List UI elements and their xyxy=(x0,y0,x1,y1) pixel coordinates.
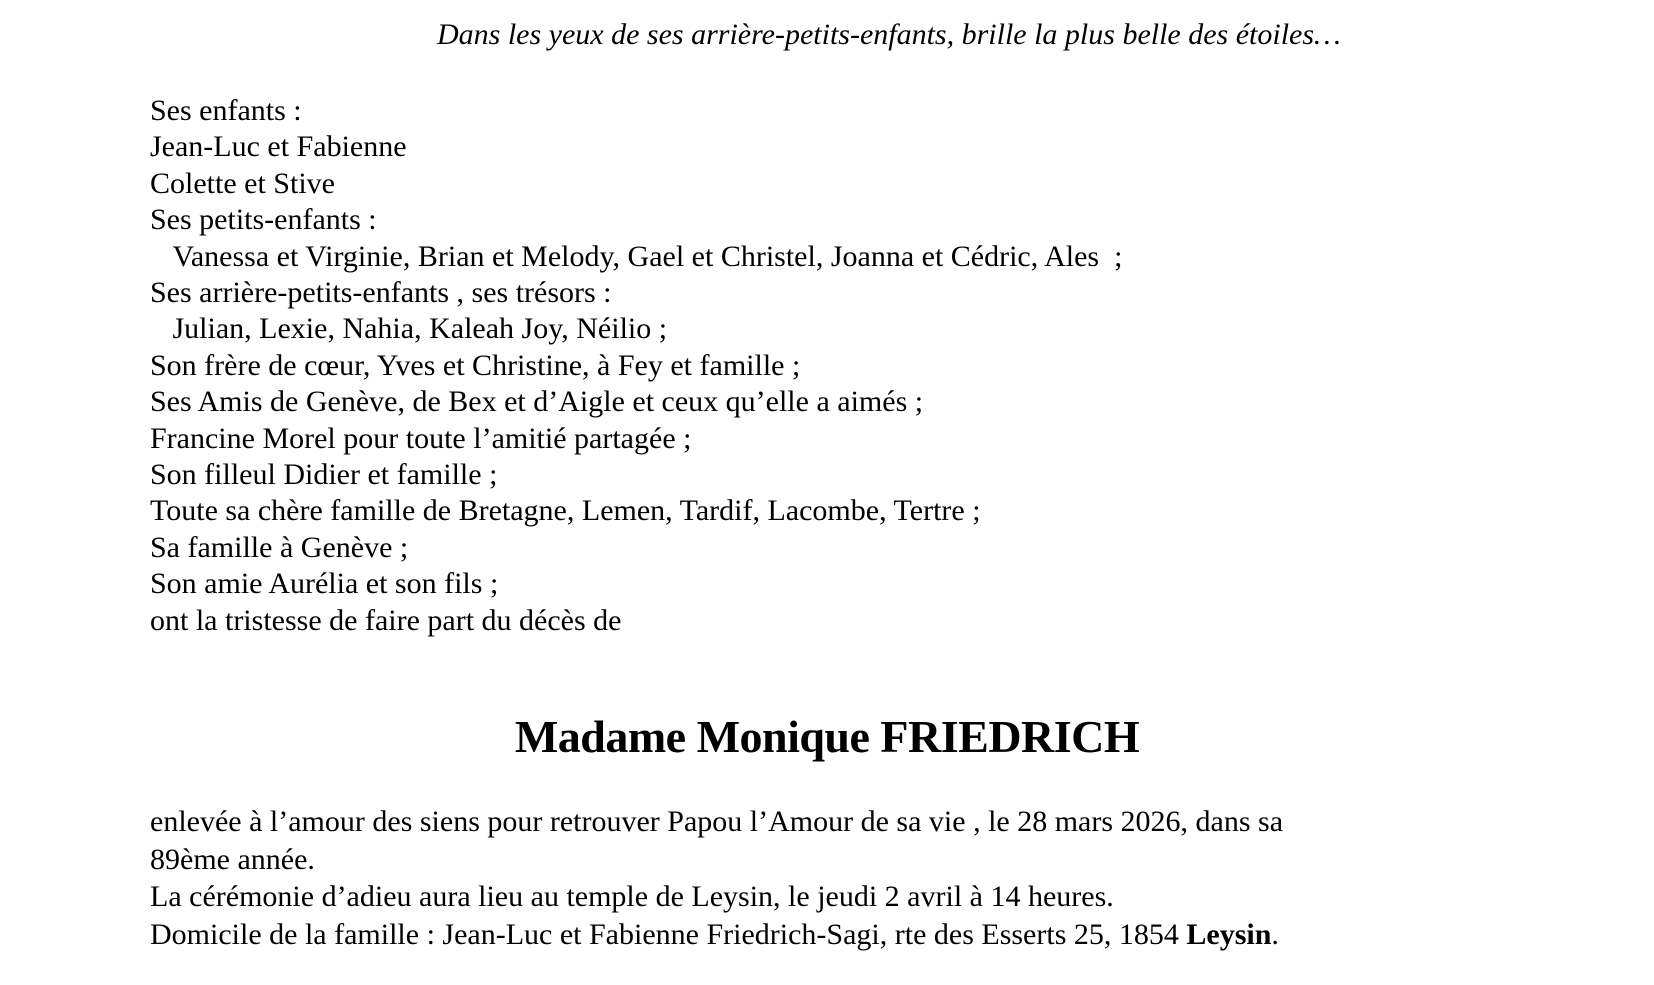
relatives-line: ont la tristesse de faire part du décès de xyxy=(150,603,622,637)
domicile-text: Domicile de la famille : Jean-Luc et Fabienne Friedrich-Sagi, rte des Esserts 25, 1854 xyxy=(150,917,1187,951)
announcement-line: enlevée à l’amour des siens pour retrouver Papou l’Amour de sa vie , le 28 mars 2026, dans sa xyxy=(150,805,1284,839)
relatives-line: Ses Amis de Genève, de Bex et d’Aigle et ceux qu’elle a aimés ; xyxy=(150,385,924,419)
announcement-line: 89ème année. xyxy=(150,842,315,876)
announcement-block xyxy=(150,803,1504,953)
relatives-line: Sa famille à Genève ; xyxy=(150,530,409,564)
relatives-line: Vanessa et Virginie, Brian et Melody, Gael et Christel, Joanna et Cédric, Ales ; xyxy=(150,239,1123,273)
relatives-line: Ses enfants : xyxy=(150,94,302,127)
relatives-line: Son filleul Didier et famille ; xyxy=(150,458,498,492)
relatives-list xyxy=(150,93,1504,639)
relatives-line: Jean-Luc et Fabienne xyxy=(150,130,407,164)
deceased-name-title: Madame Monique FRIEDRICH xyxy=(514,711,1140,763)
relatives-line: Francine Morel pour toute l’amitié partagée ; xyxy=(150,421,692,455)
epigraph-quote: Dans les yeux de ses arrière-petits-enfants, brille la plus belle des étoiles… xyxy=(437,18,1341,51)
relatives-line: Ses arrière-petits-enfants , ses trésors : xyxy=(150,276,612,310)
announcement-line: La cérémonie d’adieu aura lieu au temple de Leysin, le jeudi 2 avril à 14 heures. xyxy=(150,880,1114,914)
domicile-line xyxy=(150,916,1504,954)
domicile-period: . xyxy=(1271,917,1279,951)
relatives-line: Son amie Aurélia et son fils ; xyxy=(150,567,499,601)
relatives-line: Toute sa chère famille de Bretagne, Lemen, Tardif, Lacombe, Tertre ; xyxy=(150,494,981,528)
relatives-line: Julian, Lexie, Nahia, Kaleah Joy, Néilio ; xyxy=(150,312,668,346)
relatives-line: Colette et Stive xyxy=(150,166,335,200)
relatives-line: Ses petits-enfants : xyxy=(150,203,377,237)
domicile-place-bold: Leysin xyxy=(1186,917,1272,951)
relatives-line: Son frère de cœur, Yves et Christine, à Fey et famille ; xyxy=(150,348,801,382)
